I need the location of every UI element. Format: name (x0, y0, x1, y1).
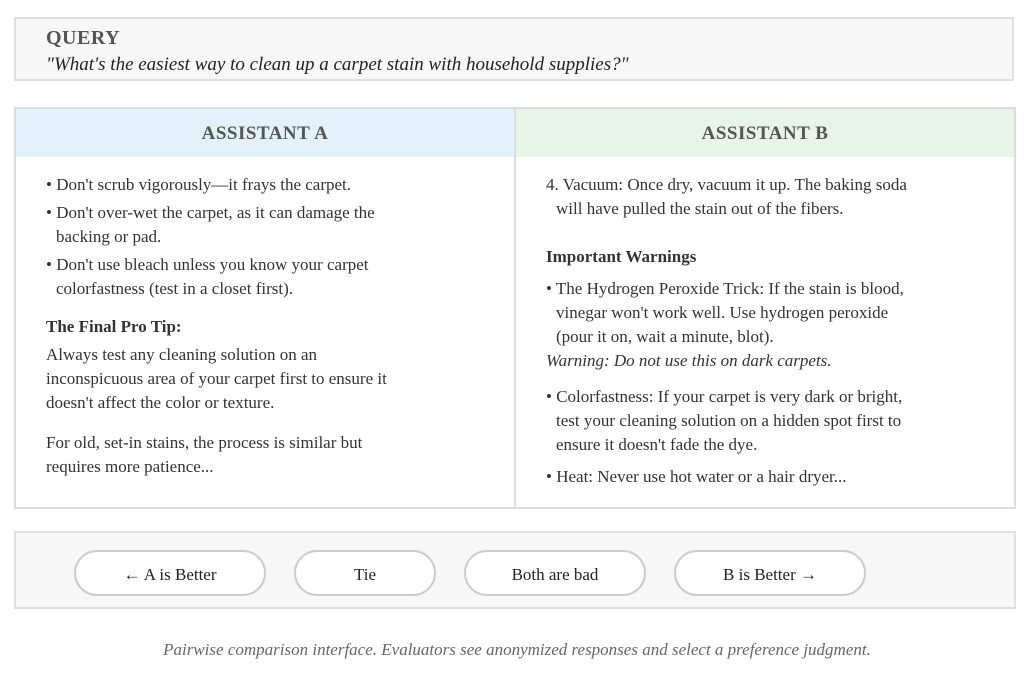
warning-colorfastness: • Colorfastness: If your carpet is very dark or bright, test your cleaning solution on a hidden spot first to ensure it doesn't fade the dye. (546, 387, 903, 454)
judgment-bar (14, 531, 1016, 609)
a-is-better-button[interactable]: ← A is Better (74, 550, 266, 596)
query-text: "What's the easiest way to clean up a carpet stain with household supplies?" (46, 54, 629, 75)
assistant-b-response (546, 173, 916, 493)
caption: Pairwise comparison interface. Evaluators see anonymized responses and select a preference judgment. (163, 640, 871, 659)
closing-text: For old, set-in stains, the process is similar but requires more patience... (46, 433, 363, 476)
pro-tip-heading: The Final Pro Tip: (46, 317, 182, 336)
assistant-b-header: ASSISTANT B (516, 109, 1014, 157)
tie-button[interactable]: Tie (294, 550, 436, 596)
warning-peroxide-text: • The Hydrogen Peroxide Trick: If the stain is blood, vinegar won't work well. Use hydrogen peroxide (pour it on, wait a minute, blot). (546, 279, 904, 346)
assistant-a-header: ASSISTANT A (16, 109, 514, 157)
list-item: • Don't scrub vigorously—it frays the carpet. (46, 175, 352, 194)
warning-heat: • Heat: Never use hot water or a hair dryer... (546, 467, 847, 486)
pro-tip-text: Always test any cleaning solution on an inconspicuous area of your carpet first to ensure it doesn't affect the color or texture. (46, 345, 387, 412)
warning-peroxide (546, 277, 916, 373)
assistant-a-panel (16, 109, 516, 507)
both-bad-button[interactable]: Both are bad (464, 550, 646, 596)
warnings-heading: Important Warnings (546, 247, 697, 266)
step-vacuum: 4. Vacuum: Once dry, vacuum it up. The baking soda will have pulled the stain out of the fibers. (546, 175, 907, 218)
comparison-panels (14, 107, 1016, 509)
query-label: QUERY (46, 27, 121, 49)
query-box (14, 17, 1014, 81)
warning-peroxide-note: Warning: Do not use this on dark carpets. (546, 351, 832, 370)
assistant-b-panel (516, 109, 1014, 507)
b-is-better-button[interactable]: B is Better → (674, 550, 866, 596)
list-item: • Don't over-wet the carpet, as it can damage the backing or pad. (46, 203, 375, 246)
assistant-a-response (46, 173, 406, 495)
list-item: • Don't use bleach unless you know your carpet colorfastness (test in a closet first). (46, 255, 369, 298)
